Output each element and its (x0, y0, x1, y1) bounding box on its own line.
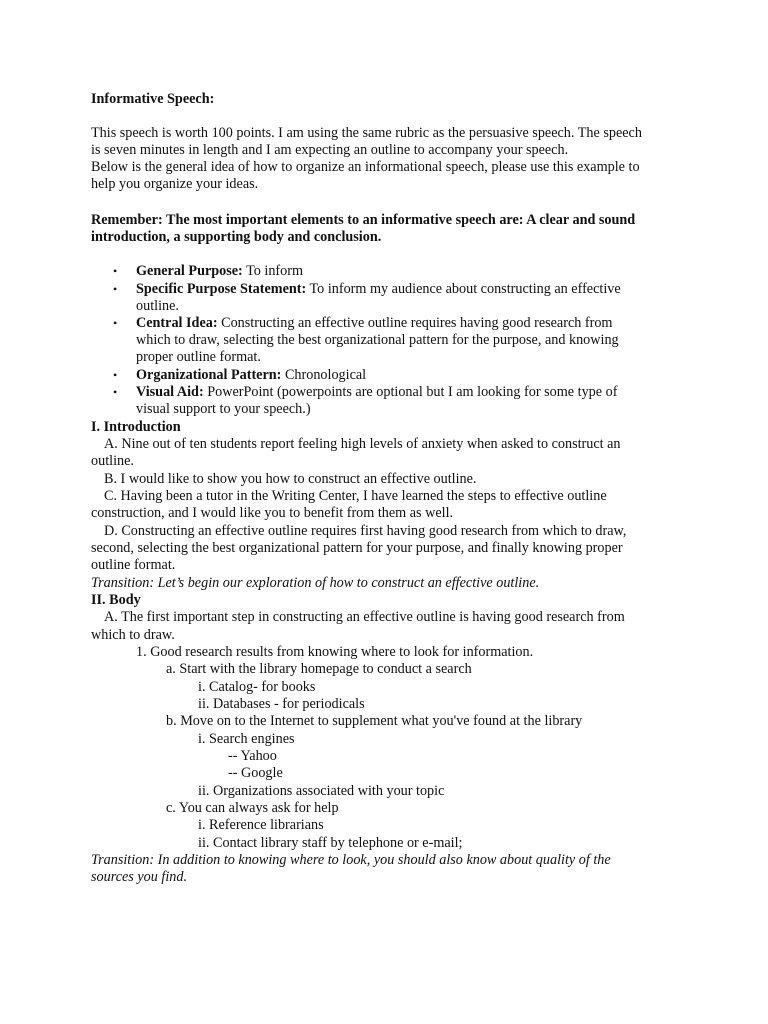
outline-line: a. Start with the library homepage to conduct a search (166, 661, 472, 677)
bullet-icon: • (113, 385, 118, 399)
bullet-label: Organizational Pattern: (136, 367, 282, 383)
bullet-icon: • (113, 264, 118, 278)
bullet-icon: • (113, 282, 118, 296)
document-title: Informative Speech: (91, 91, 215, 107)
outline-line: outline format. (91, 557, 176, 573)
bullet-label: Visual Aid: (136, 384, 204, 400)
outline-line: A. The first important step in constructing an effective outline is having good research from (104, 609, 625, 625)
outline-line: i. Catalog- for books (198, 679, 316, 695)
outline-line: i. Search engines (198, 731, 295, 747)
bullet-central-idea (136, 315, 612, 332)
transition-line: sources you find. (91, 869, 188, 885)
bullet-label: Central Idea: (136, 315, 218, 331)
bullet-label: Specific Purpose Statement: (136, 281, 307, 297)
bullet-continuation: visual support to your speech.) (136, 401, 311, 417)
outline-line: which to draw. (91, 627, 175, 643)
section-heading-introduction: I. Introduction (91, 419, 181, 435)
outline-line: D. Constructing an effective outline requires first having good research from which to draw, (104, 523, 627, 539)
outline-line: C. Having been a tutor in the Writing Center, I have learned the steps to effective outline (104, 488, 607, 504)
bullet-continuation: proper outline format. (136, 349, 261, 365)
outline-line: -- Yahoo (228, 748, 277, 764)
outline-line: -- Google (228, 765, 283, 781)
intro-paragraph-line: help you organize your ideas. (91, 176, 259, 192)
outline-line: c. You can always ask for help (166, 800, 339, 816)
bullet-label: General Purpose: (136, 263, 243, 279)
bullet-icon: • (113, 368, 118, 382)
intro-paragraph-line: Below is the general idea of how to organize an informational speech, please use this example to (91, 159, 640, 175)
transition-line: Transition: In addition to knowing where to look, you should also know about quality of the (91, 852, 611, 868)
outline-line: ii. Organizations associated with your topic (198, 783, 445, 799)
outline-line: ii. Contact library staff by telephone or e-mail; (198, 835, 463, 851)
outline-line: A. Nine out of ten students report feeling high levels of anxiety when asked to construct an (104, 436, 621, 452)
bullet-text: PowerPoint (powerpoints are optional but I am looking for some type of (203, 384, 618, 400)
intro-paragraph-line: This speech is worth 100 points. I am using the same rubric as the persuasive speech. The speech (91, 125, 642, 141)
outline-line: b. Move on to the Internet to supplement what you've found at the library (166, 713, 583, 729)
outline-line: 1. Good research results from knowing where to look for information. (136, 644, 534, 660)
bullet-text: To inform (242, 263, 304, 279)
outline-line: second, selecting the best organizational pattern for your purpose, and finally knowing proper (91, 540, 623, 556)
outline-line: construction, and I would like you to benefit from them as well. (91, 505, 454, 521)
bullet-specific-purpose (136, 281, 621, 298)
outline-line: B. I would like to show you how to construct an effective outline. (104, 471, 477, 487)
bullet-text: Chronological (281, 367, 367, 383)
outline-line: ii. Databases - for periodicals (198, 696, 365, 712)
remember-line: Remember: The most important elements to an informative speech are: A clear and sound (91, 212, 636, 228)
outline-line: i. Reference librarians (198, 817, 324, 833)
bullet-text: Constructing an effective outline requires having good research from (217, 315, 613, 331)
outline-line: outline. (91, 453, 134, 469)
intro-paragraph-line: is seven minutes in length and I am expecting an outline to accompany your speech. (91, 142, 569, 158)
bullet-continuation: outline. (136, 298, 179, 314)
bullet-text: To inform my audience about constructing an effective (306, 281, 621, 297)
bullet-icon: • (113, 316, 118, 330)
section-heading-body: II. Body (91, 592, 141, 608)
bullet-general-purpose (136, 263, 303, 280)
remember-line: introduction, a supporting body and conclusion. (91, 229, 382, 245)
bullet-visual-aid (136, 384, 617, 401)
bullet-continuation: which to draw, selecting the best organizational pattern for the purpose, and knowing (136, 332, 619, 348)
transition-line: Transition: Let’s begin our exploration of how to construct an effective outline. (91, 575, 540, 591)
bullet-organizational-pattern (136, 367, 366, 384)
